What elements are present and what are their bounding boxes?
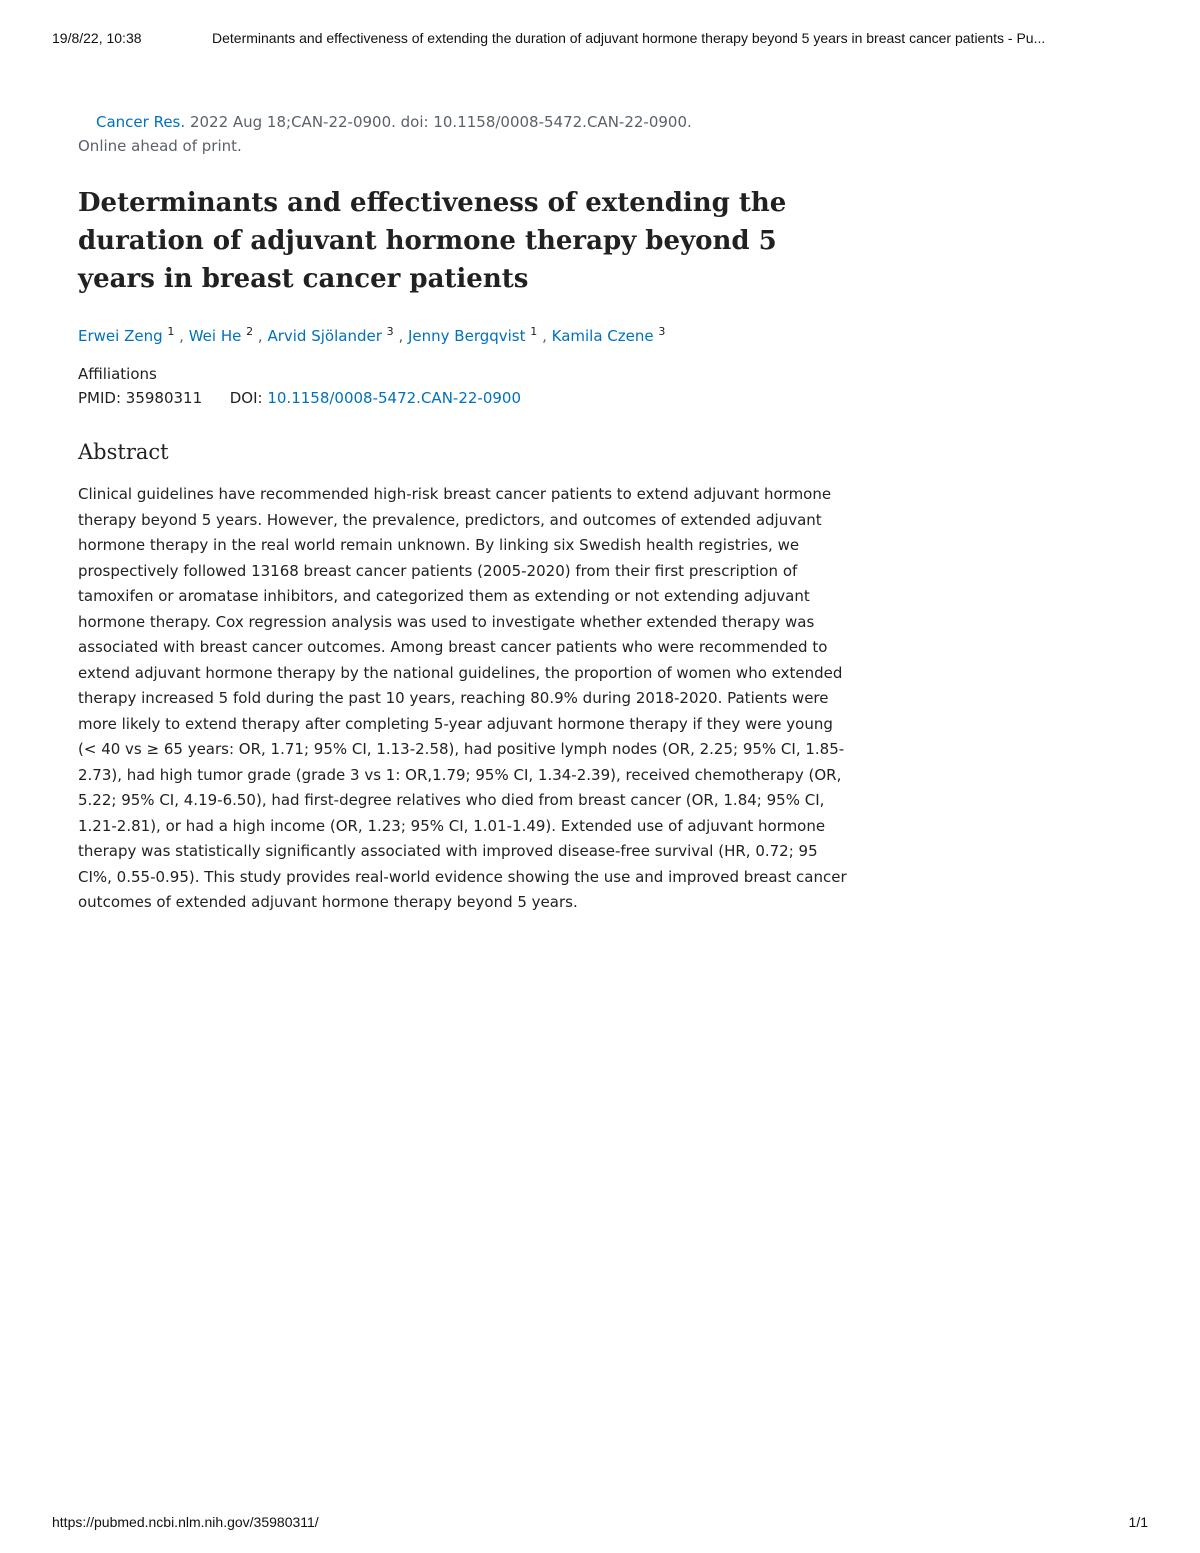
journal-link[interactable]: Cancer Res.: [96, 113, 186, 131]
author-affiliation-ref[interactable]: 3: [386, 325, 394, 338]
abstract-text: Clinical guidelines have recommended high-risk breast cancer patients to extend adjuvant hormone therapy beyond 5 years. However, the prevalence, predictors, and outcomes of extended adjuvant hormone therapy in the real world remain unknown. By linking six Swedish health registries, we prospectively followed 13168 breast cancer patients (2005-2020) from their first prescription of tamoxifen or aromatase inhibitors, and categorized them as extending or not extending adjuvant hormone therapy. Cox regression analysis was used to investigate whether extended therapy was associated with breast cancer outcomes. Among breast cancer patients who were recommended to extend adjuvant hormone therapy by the national guidelines, the proportion of women who extended therapy increased 5 fold during the past 10 years, reaching 80.9% during 2018-2020. Patients were more likely to extend therapy after completing 5-year adjuvant hormone therapy if they were young (< 40 vs ≥ 65 years: OR, 1.71; 95% CI, 1.13-2.58), had positive lymph nodes (OR, 2.25; 95% CI, 1.85-2.73), had high tumor grade (grade 3 vs 1: OR,1.79; 95% CI, 1.34-2.39), received chemotherapy (OR, 5.22; 95% CI, 4.19-6.50), had first-degree relatives who died from breast cancer (OR, 1.84; 95% CI, 1.21-2.81), or had a high income (OR, 1.23; 95% CI, 1.01-1.49). Extended use of adjuvant hormone therapy was statistically significantly associated with improved disease-free survival (HR, 0.72; 95 CI%, 0.55-0.95). This study provides real-world evidence showing the use and improved breast cancer outcomes of extended adjuvant hormone therapy beyond 5 years.: [78, 485, 847, 911]
author-list: Erwei Zeng $^1$ , Wei He $^2$ , Arvid Sjölander $^3$ , Jenny Bergqvist $^1$ , Kamila Czene $^3$: [78, 325, 666, 345]
author-link[interactable]: Jenny Bergqvist: [407, 327, 526, 345]
print-url: https://pubmed.ncbi.nlm.nih.gov/35980311/: [52, 1514, 319, 1530]
print-page-number: 1/1: [1128, 1514, 1148, 1530]
print-date: 19/8/22, 10:38: [52, 30, 142, 46]
doi-label: DOI:: [229, 389, 263, 407]
article-title: Determinants and effectiveness of extending the duration of adjuvant hormone therapy beyond 5 years in breast cancer patients: [78, 188, 787, 294]
article-meta: [78, 362, 858, 410]
author-affiliation-ref[interactable]: 1: [167, 325, 175, 338]
author-link[interactable]: Erwei Zeng: [78, 327, 163, 345]
author-affiliation-ref[interactable]: 2: [246, 325, 254, 338]
print-footer: [52, 1514, 1148, 1534]
author-affiliation-ref[interactable]: 3: [658, 325, 666, 338]
author-link[interactable]: Kamila Czene: [551, 327, 654, 345]
citation-status: Online ahead of print.: [78, 137, 242, 155]
article: [78, 110, 858, 916]
print-doc-title: Determinants and effectiveness of extending the duration of adjuvant hormone therapy beyond 5 years in breast cancer patients - Pu...: [212, 30, 1046, 46]
citation: [78, 110, 858, 158]
pmid-value: 35980311: [125, 389, 203, 407]
author-link[interactable]: Arvid Sjölander: [267, 327, 382, 345]
author-affiliation-ref[interactable]: 1: [530, 325, 538, 338]
doi-link[interactable]: 10.1158/0008-5472.CAN-22-0900: [267, 389, 521, 407]
pmid-label: PMID:: [78, 389, 122, 407]
citation-details: 2022 Aug 18;CAN-22-0900. doi: 10.1158/0008-5472.CAN-22-0900.: [189, 113, 692, 131]
author-link[interactable]: Wei He: [188, 327, 242, 345]
abstract-heading: Abstract: [78, 440, 169, 464]
affiliations-toggle[interactable]: Affiliations: [78, 365, 157, 383]
print-header: [52, 30, 1148, 50]
